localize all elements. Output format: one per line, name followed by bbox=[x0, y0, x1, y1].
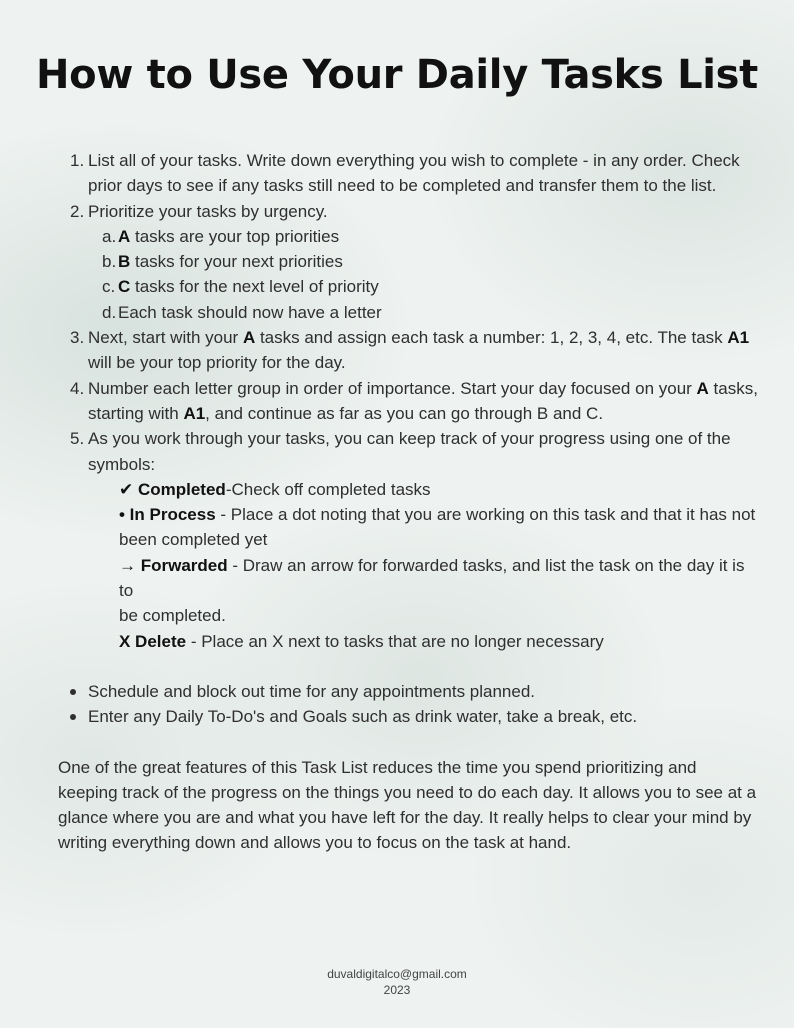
step-1 bbox=[58, 148, 758, 199]
symbol-forwarded bbox=[58, 553, 758, 604]
footer-year: 2023 bbox=[383, 983, 411, 997]
symbol-text: - Draw an arrow for forwarded tasks, and list the task on the day it is to bbox=[119, 555, 745, 601]
substep-letter: a. bbox=[102, 226, 117, 246]
bullet-text: Enter any Daily To-Do's and Goals such as drink water, take a break, etc. bbox=[88, 707, 638, 727]
priority-letter: A bbox=[118, 226, 131, 246]
symbol-completed bbox=[58, 477, 758, 502]
step-text: Next, start with your bbox=[88, 328, 243, 348]
bullet-icon bbox=[70, 714, 76, 720]
bullet-list bbox=[58, 679, 758, 730]
bold-term: A bbox=[242, 328, 256, 348]
step-3 bbox=[58, 325, 758, 376]
step-number: 4. bbox=[70, 378, 85, 398]
substep-letter: d. bbox=[102, 302, 117, 322]
symbol-text: - Place a dot noting that you are working on this task and that it has not been completed yet bbox=[119, 505, 756, 550]
substep-c bbox=[58, 274, 758, 299]
step-text: , and continue as far as you can go through B and C. bbox=[205, 403, 604, 423]
list-item bbox=[58, 679, 758, 704]
substep-text: tasks for the next level of priority bbox=[130, 277, 379, 297]
step-number: 5. bbox=[70, 429, 85, 449]
symbol-label: ✔ Completed bbox=[119, 479, 226, 499]
symbol-label: X Delete bbox=[119, 631, 187, 651]
symbol-label: • In Process bbox=[119, 505, 216, 525]
bold-term: A1 bbox=[183, 403, 206, 423]
substep-text: tasks are your top priorities bbox=[130, 226, 340, 246]
list-item bbox=[58, 704, 758, 729]
step-number: 3. bbox=[70, 328, 85, 348]
step-number: 1. bbox=[70, 151, 85, 170]
substep-letter: c. bbox=[102, 277, 116, 297]
symbol-text: -Check off completed tasks bbox=[225, 479, 431, 499]
bold-term: A1 bbox=[727, 328, 750, 348]
bullet-text: Schedule and block out time for any appointments planned. bbox=[88, 681, 536, 701]
symbol-text: be completed. bbox=[119, 606, 226, 626]
footer-email: duvaldigitalco@gmail.com bbox=[327, 967, 467, 981]
substep-text: Each task should now have a letter bbox=[118, 302, 382, 322]
step-2 bbox=[58, 199, 758, 224]
symbol-delete bbox=[58, 629, 758, 654]
bullet-icon bbox=[70, 689, 76, 695]
step-5 bbox=[58, 426, 758, 477]
priority-letter: C bbox=[118, 277, 131, 297]
step-number: 2. bbox=[70, 201, 85, 221]
step-text: tasks, starting with bbox=[88, 378, 758, 423]
symbol-in-process bbox=[58, 502, 758, 553]
step-text: tasks and assign each task a number: 1, 2, 3, 4, etc. The task bbox=[255, 328, 728, 348]
symbol-text: - Place an X next to tasks that are no longer necessary bbox=[186, 631, 604, 651]
numbered-steps bbox=[58, 148, 758, 654]
substep-text: tasks for your next priorities bbox=[130, 252, 343, 272]
symbol-label: → Forwarded bbox=[119, 555, 228, 575]
substep-b bbox=[58, 249, 758, 274]
step-text: List all of your tasks. Write down everything you wish to complete - in any order. Check prior days to see if any tasks still need to be completed and transfer them to the list. bbox=[88, 151, 740, 196]
step-text: As you work through your tasks, you can keep track of your progress using one of the symbols: bbox=[88, 429, 731, 474]
step-text: will be your top priority for the day. bbox=[88, 353, 346, 373]
step-text: Prioritize your tasks by urgency. bbox=[88, 201, 328, 221]
step-text: Number each letter group in order of importance. Start your day focused on your bbox=[88, 378, 697, 398]
instructions bbox=[58, 148, 758, 856]
substep-letter: b. bbox=[102, 252, 117, 272]
summary-paragraph: One of the great features of this Task List reduces the time you spend prioritizing and keeping track of the progress on the things you need to do each day. It allows you to see at a glance where you are and what you have left for the day. It really helps to clear your mind by writing everything down and allows you to focus on the task at hand. bbox=[58, 757, 757, 853]
symbol-forwarded-continued bbox=[58, 603, 758, 628]
step-4 bbox=[58, 376, 758, 427]
footer bbox=[0, 966, 794, 998]
substep-a bbox=[58, 224, 758, 249]
priority-letter: B bbox=[118, 252, 131, 272]
page-title: How to Use Your Daily Tasks List bbox=[35, 52, 759, 98]
bold-term: A bbox=[696, 378, 709, 398]
substep-d bbox=[58, 300, 758, 325]
